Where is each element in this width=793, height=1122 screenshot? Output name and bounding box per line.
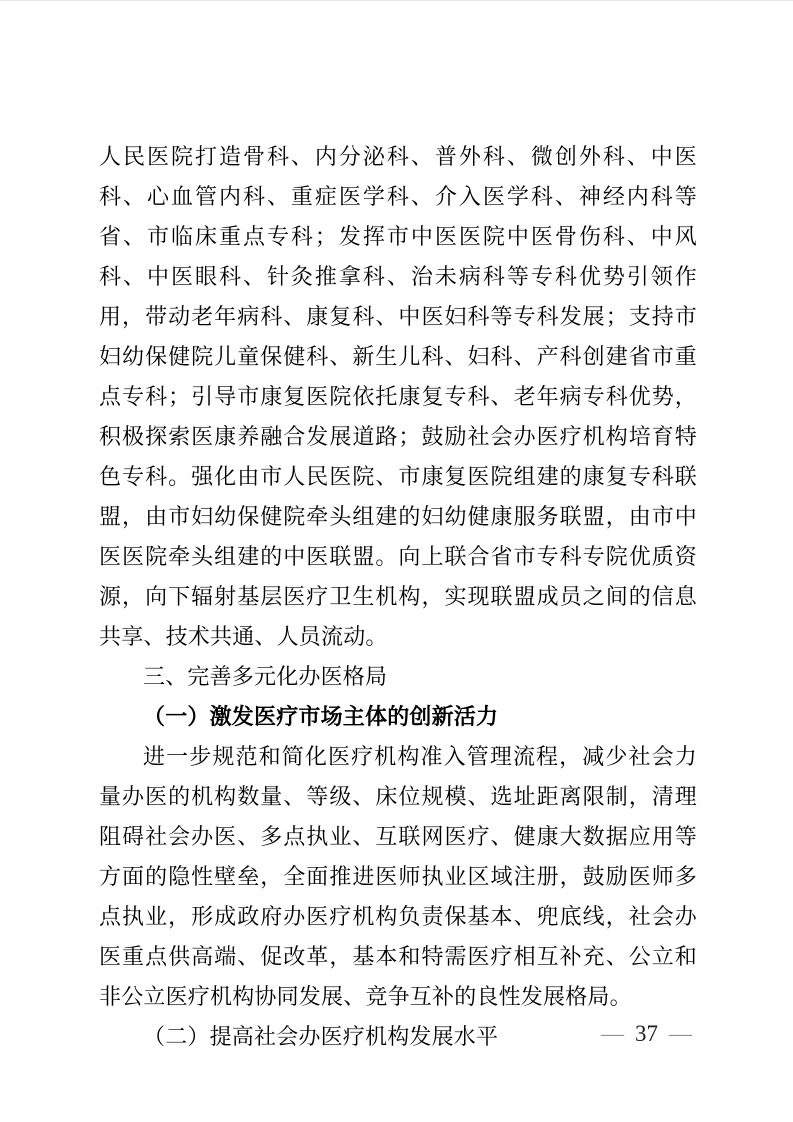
footer-dash-left: — — [601, 1021, 624, 1046]
page-number: 37 — [635, 1021, 658, 1046]
body-paragraph-1: 人民医院打造骨科、内分泌科、普外科、微创外科、中医科、心血管内科、重症医学科、介入医学科、神经内科等省、市临床重点专科；发挥市中医医院中医骨伤科、中风科、中医眼科、针灸推拿科、治未病科等专科优势引领作用，带动老年病科、康复科、中医妇科等专科发展；支持市妇幼保健院儿童保健科、新生儿科、妇科、产科创建省市重点专科；引导市康复医院依托康复专科、老年病专科优势，积极探索医康养融合发展道路；鼓励社会办医疗机构培育特色专科。强化由市人民医院、市康复医院组建的康复专科联盟，由市妇幼保健院牵头组建的妇幼健康服务联盟，由市中医医院牵头组建的中医联盟。向上联合省市专科专院优质资源，向下辐射基层医疗卫生机构，实现联盟成员之间的信息共享、技术共通、人员流动。 — [99, 144, 697, 649]
footer-dash-right: — — [669, 1021, 692, 1046]
body-paragraph-2: 进一步规范和简化医疗机构准入管理流程，减少社会力量办医的机构数量、等级、床位规模、选址距离限制，清理阻碍社会办医、多点执业、互联网医疗、健康大数据应用等方面的隐性壁垒，全面推进医师执业区域注册，鼓励医师多点执业，形成政府办医疗机构负责保基本、兜底线，社会办医重点供高端、促改革，基本和特需医疗相互补充、公立和非公立医疗机构协同发展、竞争互补的良性发展格局。 — [99, 744, 697, 1009]
document-page — [99, 137, 697, 1057]
page-top-edge — [0, 0, 793, 1]
page-footer — [601, 1019, 692, 1049]
subsection-1-heading: （一）激发医疗市场主体的创新活力 — [143, 704, 499, 729]
subsection-2-heading: （二）提高社会办医疗机构发展水平 — [143, 1024, 499, 1049]
section-heading: 三、完善多元化办医格局 — [143, 664, 388, 689]
